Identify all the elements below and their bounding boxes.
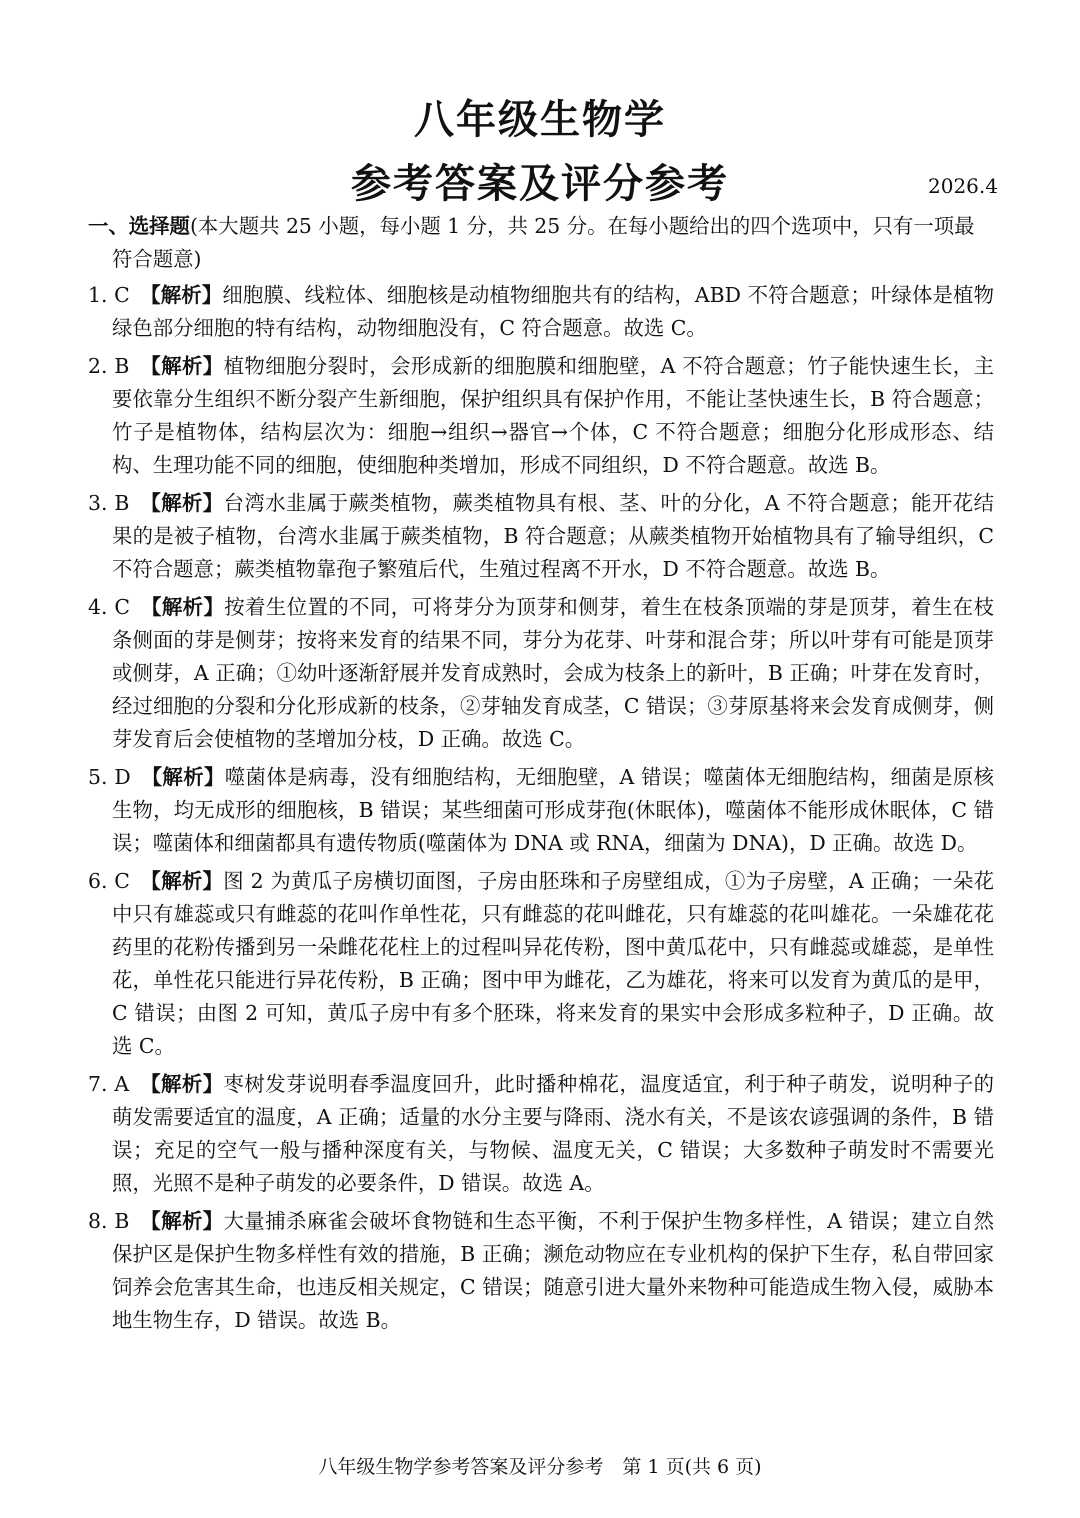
answer-explanation: 枣树发芽说明春季温度回升，此时播种棉花，温度适宜，利于种子萌发，说明种子的萌发需要适宜的温度，A 正确；适量的水分主要与降雨、浇水有关，不是该农谚强调的条件，B 错误；充足的空气一般与播种深度有关，与物候、温度无关，C 错误；大多数种子萌发时不需要光照，光照不是种子萌发的必要条件，D 错误。故选 A。 <box>112 1072 994 1195</box>
answer-number: 7. A <box>88 1072 130 1096</box>
answer-number: 8. B <box>88 1209 130 1233</box>
analysis-tag: 【解析】 <box>151 595 225 619</box>
answer-item-3 <box>88 487 994 586</box>
answer-item-2 <box>88 350 994 482</box>
answer-item-4 <box>88 591 994 756</box>
answer-item-5 <box>88 761 994 860</box>
section-label: 一、选择题 <box>88 214 190 238</box>
answer-explanation: 图 2 为黄瓜子房横切面图，子房由胚珠和子房壁组成，①为子房壁，A 正确；一朵花中只有雄蕊或只有雌蕊的花叫作单性花，只有雌蕊的花叫雌花，只有雄蕊的花叫雄花。一朵雄花花药里的花粉传播到另一朵雌花花柱上的过程叫异花传粉，图中黄瓜花中，只有雌蕊或雄蕊，是单性花，单性花只能进行异花传粉，B 正确；图中甲为雌花，乙为雄花，将来可以发育为黄瓜的是甲，C 错误；由图 2 可知，黄瓜子房中有多个胚珠，将来发育的果实中会形成多粒种子，D 正确。故选 C。 <box>112 869 995 1058</box>
answer-explanation: 按着生位置的不同，可将芽分为顶芽和侧芽，着生在枝条顶端的芽是顶芽，着生在枝条侧面的芽是侧芽；按将来发育的结果不同，芽分为花芽、叶芽和混合芽；所以叶芽有可能是顶芽或侧芽，A 正确；①幼叶逐渐舒展并发育成熟时，会成为枝条上的新叶，B 正确；叶芽在发育时，经过细胞的分裂和分化形成新的枝条，②芽轴发育成茎，C 错误；③芽原基将来会发育成侧芽，侧芽发育后会使植物的茎增加分枝，D 正确。故选 C。 <box>112 595 994 751</box>
answer-item-6 <box>88 865 994 1063</box>
answer-number: 6. C <box>88 869 130 893</box>
analysis-tag: 【解析】 <box>150 1072 224 1096</box>
analysis-tag: 【解析】 <box>150 491 224 515</box>
section-description: (本大题共 25 小题，每小题 1 分，共 25 分。在每小题给出的四个选项中，只有一项最符合题意) <box>112 214 975 271</box>
analysis-tag: 【解析】 <box>150 283 223 307</box>
analysis-tag: 【解析】 <box>150 869 224 893</box>
answer-number: 3. B <box>88 491 130 515</box>
answer-item-7 <box>88 1068 994 1200</box>
analysis-tag: 【解析】 <box>150 1209 224 1233</box>
analysis-tag: 【解析】 <box>151 765 225 789</box>
page-footer: 八年级生物学参考答案及评分参考 第 1 页(共 6 页) <box>318 1456 762 1478</box>
document-title: 八年级生物学 <box>414 97 666 143</box>
analysis-tag: 【解析】 <box>150 354 224 378</box>
answer-item-1 <box>88 279 994 345</box>
answer-number: 1. C <box>88 283 130 307</box>
answer-explanation: 大量捕杀麻雀会破坏食物链和生态平衡，不利于保护生物多样性，A 错误；建立自然保护区是保护生物多样性有效的措施，B 正确；濒危动物应在专业机构的保护下生存，私自带回家饲养会危害其生命，也违反相关规定，C 错误；随意引进大量外来物种可能造成生物入侵，威胁本地生物生存，D 错误。故选 B。 <box>112 1209 994 1332</box>
answer-explanation: 细胞膜、线粒体、细胞核是动植物细胞共有的结构，ABD 不符合题意；叶绿体是植物绿色部分细胞的特有结构，动物细胞没有，C 符合题意。故选 C。 <box>112 283 994 340</box>
document-subtitle: 参考答案及评分参考 <box>351 161 729 207</box>
answer-content <box>88 210 994 1342</box>
answer-item-8 <box>88 1205 994 1337</box>
answer-number: 2. B <box>88 354 130 378</box>
section-heading <box>88 210 994 276</box>
answer-explanation: 植物细胞分裂时，会形成新的细胞膜和细胞壁，A 不符合题意；竹子能快速生长，主要依靠分生组织不断分裂产生新细胞，保护组织具有保护作用，不能让茎快速生长，B 符合题意；竹子是植物体，结构层次为：细胞→组织→器官→个体，C 不符合题意；细胞分化形成形态、结构、生理功能不同的细胞，使细胞种类增加，形成不同组织，D 不符合题意。故选 B。 <box>112 354 994 477</box>
answer-number: 4. C <box>88 595 130 619</box>
answer-number: 5. D <box>88 765 131 789</box>
document-date: 2026.4 <box>928 174 998 198</box>
answer-explanation: 台湾水韭属于蕨类植物，蕨类植物具有根、茎、叶的分化，A 不符合题意；能开花结果的是被子植物，台湾水韭属于蕨类植物，B 符合题意；从蕨类植物开始植物具有了输导组织，C 不符合题意；蕨类植物靠孢子繁殖后代，生殖过程离不开水，D 不符合题意。故选 B。 <box>112 491 994 581</box>
answer-explanation: 噬菌体是病毒，没有细胞结构，无细胞壁，A 错误；噬菌体无细胞结构，细菌是原核生物，均无成形的细胞核，B 错误；某些细菌可形成芽孢(休眠体)，噬菌体不能形成休眠体，C 错误；噬菌体和细菌都具有遗传物质(噬菌体为 DNA 或 RNA，细菌为 DNA)，D 正确。故选 D。 <box>112 765 994 855</box>
